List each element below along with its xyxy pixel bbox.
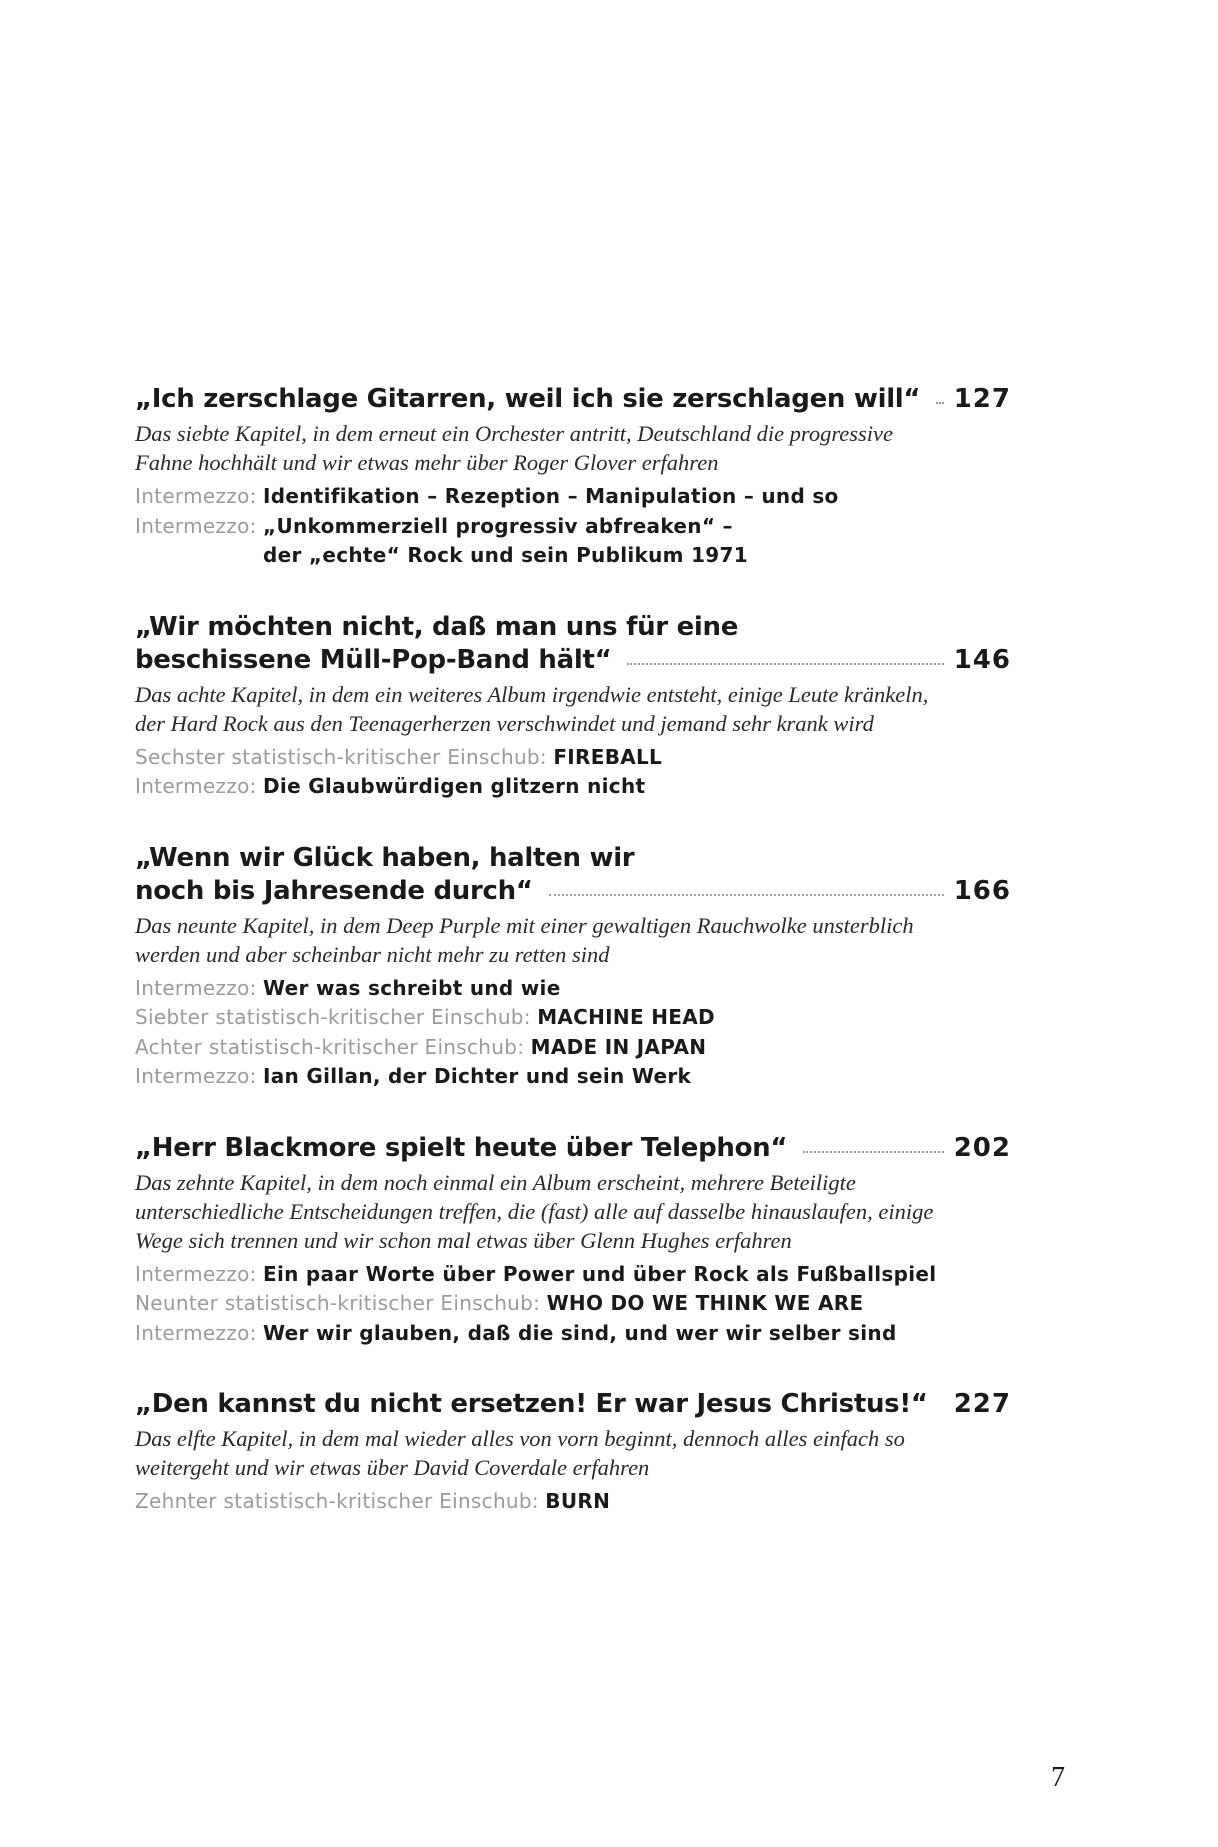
sub-entry [135,1487,1011,1517]
sub-entry-label: Intermezzo: [135,1261,257,1286]
sub-entry-text [553,743,662,773]
sub-entry-label: Intermezzo: [135,975,257,1000]
sub-entry [135,1003,1011,1033]
sub-entry-text [263,1062,691,1092]
sub-entry-line: der „echte“ Rock und sein Publikum 1971 [263,543,748,567]
page-number: 227 [953,1389,1011,1419]
chapter-title-row[interactable] [135,1132,1011,1165]
toc-entry [135,383,1011,571]
page-number: 146 [953,644,1011,675]
page-number: 202 [953,1132,1011,1163]
chapter-title: „Den kannst du nicht ersetzen! Er war Jesus Christus!“ [135,1389,928,1419]
sub-entry [135,743,1011,773]
sub-entry-label: Neunter statistisch-kritischer Einschub: [135,1291,541,1315]
chapter-title-row[interactable] [135,1388,1011,1421]
sub-entry-text [263,512,748,571]
sub-entry-text [263,1319,897,1349]
sub-entry-line: WHO DO WE THINK WE ARE [546,1291,864,1315]
sub-entry-label: Siebter statistisch-kritischer Einschub: [135,1005,531,1029]
dot-leader [803,1151,944,1153]
sub-entry [135,482,1011,512]
chapter-title-row[interactable] [135,383,1011,416]
toc-entry [135,842,1011,1092]
chapter-title: „Ich zerschlage Gitarren, weil ich sie zerschlagen will“ [135,384,921,414]
sub-entry-list [135,1487,1011,1517]
sub-entry-line: MADE IN JAPAN [530,1034,707,1059]
sub-entry [135,772,1011,802]
sub-entry-label: Achter statistisch-kritischer Einschub: [135,1034,525,1059]
sub-entry-list [135,1260,1011,1349]
sub-entry-label: Intermezzo: [135,484,257,508]
sub-entry-line: Ian Gillan, der Dichter und sein Werk [263,1064,692,1088]
sub-entry-label: Intermezzo: [135,513,257,538]
sub-entry-text [547,1289,864,1319]
sub-entry-line: BURN [545,1489,611,1513]
chapter-title-line: „Wenn wir Glück haben, halten wir [135,842,635,873]
sub-entry-line: Ein paar Worte über Power und über Rock als Fußballspiel [263,1261,937,1286]
sub-entry-text [263,772,645,802]
chapter-description: Das zehnte Kapitel, in dem noch einmal ein Album erscheint, mehrere Beteiligte unterschiedliche Entscheidungen treffen, die (fast) alle auf dasselbe hinauslaufen, einige Wege sich trennen und wir schon mal etwas über Glenn Hughes erfahren [135,1169,934,1253]
sub-entry-line: Identifikation – Rezeption – Manipulation – und so [263,484,839,508]
sub-entry-text [545,1487,610,1517]
chapter-title-line: „Wir möchten nicht, daß man uns für eine [135,611,739,642]
chapter-description: Das neunte Kapitel, in dem Deep Purple mit einer gewaltigen Rauchwolke unsterblich werden und aber scheinbar nicht mehr zu retten sind [135,912,914,967]
sub-entry [135,1260,1011,1290]
sub-entry [135,974,1011,1004]
chapter-title: „Herr Blackmore spielt heute über Telephon“ [135,1132,788,1163]
sub-entry-line: Die Glaubwürdigen glitzern nicht [263,774,646,798]
page-folio: 7 [1051,1762,1065,1793]
toc-entry [135,1388,1011,1517]
sub-entry [135,512,1011,571]
sub-entry-label: Intermezzo: [135,1064,257,1088]
sub-entry-list [135,974,1011,1092]
sub-entry-line: MACHINE HEAD [537,1005,715,1029]
sub-entry [135,1062,1011,1092]
page-number: 127 [953,384,1011,414]
dot-leader [549,894,944,896]
sub-entry-list [135,482,1011,571]
sub-entry-text [531,1033,707,1063]
sub-entry-line: Wer was schreibt und wie [263,975,561,1000]
chapter-title: noch bis Jahresende durch“ [135,875,533,906]
sub-entry-text [263,974,561,1004]
chapter-title-row[interactable] [135,644,1011,677]
dot-leader [936,402,944,404]
chapter-description: Das siebte Kapitel, in dem erneut ein Orchester antritt, Deutschland die progressive Fahne hochhält und wir etwas mehr über Roger Glover erfahren [135,421,894,475]
sub-entry-text [263,1260,936,1290]
chapter-title-row[interactable] [135,875,1011,908]
sub-entry-text [263,482,839,512]
sub-entry-text [537,1003,715,1033]
chapter-description: Das elfte Kapitel, in dem mal wieder alles von vorn beginnt, dennoch alles einfach so weitergeht und wir etwas über David Coverdale erfahren [135,1426,905,1480]
table-of-contents [135,383,1011,1557]
sub-entry [135,1033,1011,1063]
sub-entry-line: FIREBALL [553,744,663,769]
sub-entry-list [135,743,1011,802]
sub-entry [135,1319,1011,1349]
dot-leader [627,663,943,665]
sub-entry-line: „Unkommerziell progressiv abfreaken“ – [263,513,733,538]
sub-entry-label: Zehnter statistisch-kritischer Einschub: [135,1489,539,1513]
chapter-title: beschissene Müll-Pop-Band hält“ [135,644,612,675]
toc-entry [135,1132,1011,1349]
sub-entry-line: Wer wir glauben, daß die sind, und wer wir selber sind [263,1320,897,1345]
chapter-description: Das achte Kapitel, in dem ein weiteres Album irgendwie entsteht, einige Leute kränkeln, der Hard Rock aus den Teenagerherzen verschwindet und jemand sehr krank wird [135,681,929,736]
toc-entry [135,611,1011,802]
sub-entry-label: Intermezzo: [135,1320,257,1345]
sub-entry-label: Intermezzo: [135,774,257,798]
sub-entry-label: Sechster statistisch-kritischer Einschub: [135,744,547,769]
sub-entry [135,1289,1011,1319]
page-number: 166 [953,875,1011,906]
